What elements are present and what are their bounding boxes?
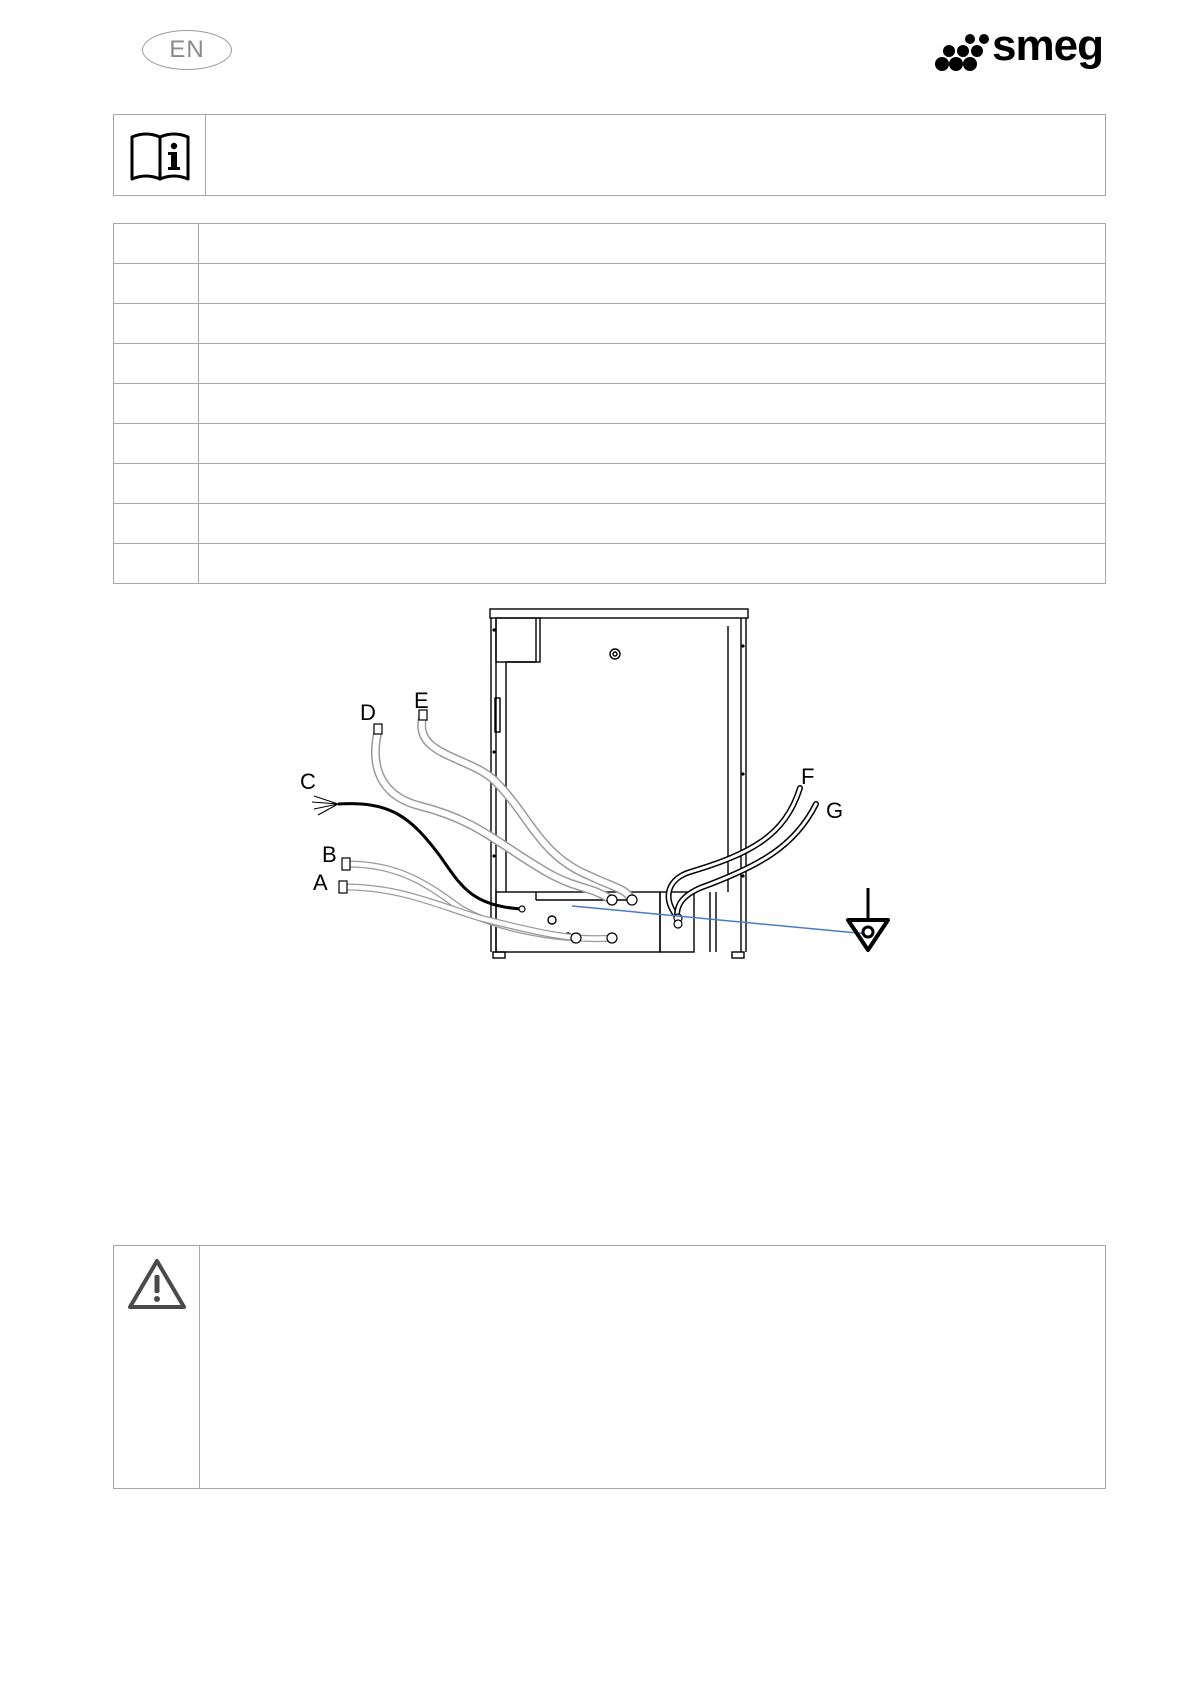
row-description: [199, 544, 1106, 584]
brand-logo: [934, 21, 1106, 74]
row-description: [199, 504, 1106, 544]
warning-icon-cell: [114, 1246, 200, 1488]
table-row: [114, 304, 1106, 344]
row-letter: [114, 544, 199, 584]
row-letter: [114, 384, 199, 424]
manual-info-icon: [128, 129, 192, 181]
language-code: EN: [169, 36, 205, 63]
label-g: G: [826, 798, 844, 823]
table-row: [114, 384, 1106, 424]
row-letter: [114, 424, 199, 464]
row-letter: [114, 504, 199, 544]
row-description: [199, 264, 1106, 304]
row-description: [199, 344, 1106, 384]
row-letter: [114, 224, 199, 264]
equipotential-ground-icon: [848, 888, 888, 950]
label-e: E: [414, 688, 429, 713]
logo-dots-icon: [934, 28, 994, 74]
row-letter: [114, 304, 199, 344]
table-row: [114, 264, 1106, 304]
label-f: F: [801, 764, 815, 789]
body-screws: [492, 628, 744, 877]
label-b: B: [322, 842, 337, 867]
row-description: [199, 464, 1106, 504]
table-row: [114, 544, 1106, 584]
table-row: [114, 504, 1106, 544]
info-icon-cell: [114, 115, 206, 195]
row-description: [199, 224, 1106, 264]
row-description: [199, 384, 1106, 424]
row-description: [199, 304, 1106, 344]
ground-lead: [572, 906, 868, 934]
table-row: [114, 344, 1106, 384]
language-badge: [142, 30, 232, 70]
warning-triangle-icon: [126, 1256, 188, 1312]
table-row: [114, 224, 1106, 264]
connection-diagram: [290, 606, 910, 966]
row-letter: [114, 264, 199, 304]
row-letter: [114, 464, 199, 504]
table-row: [114, 464, 1106, 504]
row-letter: [114, 344, 199, 384]
warning-box: [113, 1245, 1106, 1489]
label-d: D: [360, 700, 376, 725]
appliance-rear-view: [490, 609, 748, 958]
label-a: A: [313, 870, 328, 895]
table-row: [114, 424, 1106, 464]
row-description: [199, 424, 1106, 464]
brand-name: smeg: [992, 21, 1103, 70]
parts-table: [113, 223, 1106, 584]
label-c: C: [300, 769, 316, 794]
info-box: [113, 114, 1106, 196]
